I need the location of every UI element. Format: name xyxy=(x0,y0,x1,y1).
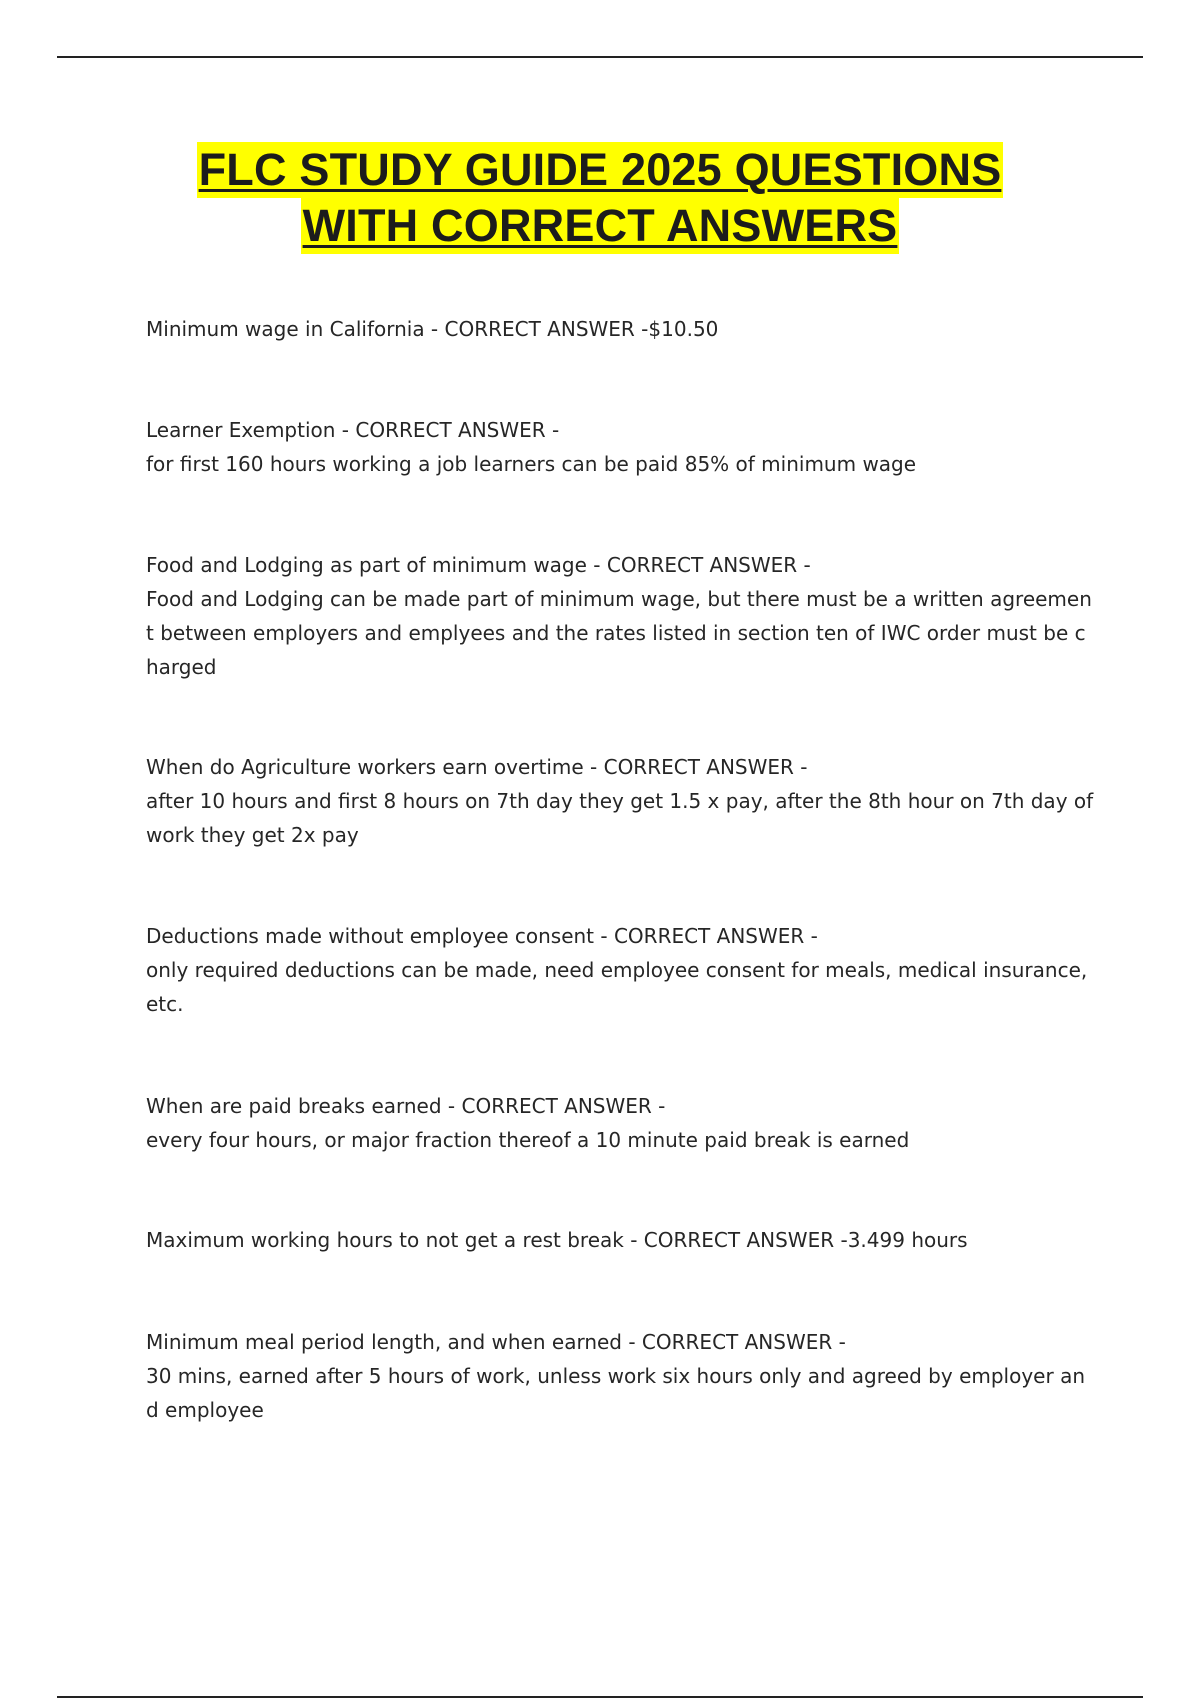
answer-text: every four hours, or major fraction thereof a 10 minute paid break is earned xyxy=(146,1128,910,1152)
answer-text: Food and Lodging can be made part of minimum wage, but there must be a written agreement between employers and emplyees and the rates listed in section ten of IWC order must be charged xyxy=(146,587,1092,679)
question-text: Food and Lodging as part of minimum wage - CORRECT ANSWER - xyxy=(146,553,811,577)
question-text: Minimum meal period length, and when earned - CORRECT ANSWER - xyxy=(146,1330,846,1354)
question-text: When are paid breaks earned - CORRECT ANSWER - xyxy=(146,1094,666,1118)
qa-item-minimum-wage xyxy=(146,312,718,346)
top-rule xyxy=(57,56,1143,58)
qa-item-paid-breaks xyxy=(146,1089,1096,1157)
qa-item-learner-exemption xyxy=(146,413,1096,481)
document-title xyxy=(0,142,1200,254)
answer-text: 30 mins, earned after 5 hours of work, unless work six hours only and agreed by employer and employee xyxy=(146,1364,1085,1422)
qa-item-deductions xyxy=(146,919,1096,1021)
qa-item-rest-break xyxy=(146,1223,1096,1257)
question-text: When do Agriculture workers earn overtime - CORRECT ANSWER - xyxy=(146,755,808,779)
question-text: Maximum working hours to not get a rest break - CORRECT ANSWER - xyxy=(146,1228,848,1252)
title-line-2: WITH CORRECT ANSWERS xyxy=(301,198,900,254)
question-text: Minimum wage in California - CORRECT ANSWER - xyxy=(146,317,649,341)
answer-text: 3.499 hours xyxy=(847,1228,968,1252)
title-line-1: FLC STUDY GUIDE 2025 QUESTIONS xyxy=(197,142,1004,198)
answer-text: $10.50 xyxy=(648,317,719,341)
question-text: Deductions made without employee consent - CORRECT ANSWER - xyxy=(146,924,818,948)
qa-item-food-lodging xyxy=(146,548,1096,684)
answer-text: for first 160 hours working a job learners can be paid 85% of minimum wage xyxy=(146,452,917,476)
question-text: Learner Exemption - CORRECT ANSWER - xyxy=(146,418,560,442)
answer-text: after 10 hours and first 8 hours on 7th day they get 1.5 x pay, after the 8th hour on 7th day of work they get 2x pay xyxy=(146,789,1094,847)
qa-item-meal-period xyxy=(146,1325,1096,1427)
qa-item-agriculture-overtime xyxy=(146,750,1096,852)
bottom-rule xyxy=(57,1696,1143,1698)
answer-text: only required deductions can be made, need employee consent for meals, medical insurance, etc. xyxy=(146,958,1088,1016)
